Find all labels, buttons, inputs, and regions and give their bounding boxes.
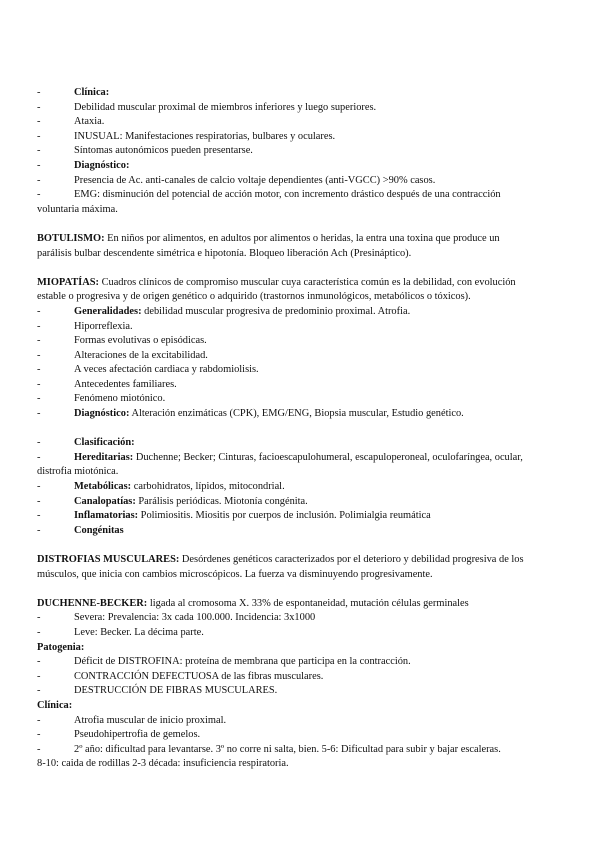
- last-line: 8-10: caida de rodillas 2-3 década: insuficiencia respiratoria.: [37, 758, 289, 770]
- document-content: [37, 86, 563, 772]
- list-item: - A veces afectación cardiaca y rabdomiolisis.: [37, 364, 259, 376]
- list-item: - Atrofia muscular de inicio proximal.: [37, 714, 227, 726]
- list-item: - Generalidades: debilidad muscular progresiva de predominio proximal. Atrofia.: [37, 305, 411, 317]
- list-item: - Presencia de Ac. anti-canales de calcio voltaje dependientes (anti-VGCC) >90% casos.: [37, 174, 436, 186]
- clinica-heading: Clínica:: [74, 87, 110, 98]
- spacer: [37, 582, 563, 597]
- list-item: - Severa: Prevalencia: 3x cada 100.000. Incidencia: 3x1000: [37, 612, 316, 624]
- clasificacion-heading: Clasificación:: [74, 437, 135, 449]
- list-item: - Déficit de DISTROFINA: proteína de membrana que participa en la contracción.: [37, 656, 411, 668]
- list-item: - Canalopatías: Parálisis periódicas. Miotonía congénita.: [37, 495, 308, 507]
- list-item: - Clasificación:: [37, 437, 135, 449]
- botulismo-paragraph: BOTULISMO: En niños por alimentos, en adultos por alimentos o heridas, la entra una toxina que produce un parálisis bulbar descendente simétrica e hipotonía. Bloqueo liberación Ach (Presináptico).: [37, 232, 500, 259]
- list-item: - Hiporreflexia.: [37, 320, 133, 332]
- clinica-heading-duchenne: Clínica:: [37, 699, 73, 711]
- list-item: - Inflamatorias: Polimiositis. Miositis por cuerpos de inclusión. Polimialgia reumática: [37, 510, 431, 522]
- list-item: - Formas evolutivas o episódicas.: [37, 335, 207, 347]
- list-item: - CONTRACCIÓN DEFECTUOSA de las fibras musculares.: [37, 670, 324, 682]
- list-item: - Metabólicas: carbohidratos, lípidos, mitocondrial.: [37, 481, 285, 493]
- list-item: - Síntomas autonómicos pueden presentarse.: [37, 145, 253, 157]
- list-item-hereditarias: - Hereditarias: Duchenne; Becker; Cinturas, facioescapulohumeral, escapuloperoneal, oculofaríngea, ocular, distrofia miotónica.: [37, 451, 523, 478]
- list-item: - Leve: Becker. La décima parte.: [37, 626, 204, 638]
- list-item: - Diagnóstico:: [37, 159, 130, 171]
- spacer: [37, 422, 563, 437]
- miopatias-title: MIOPATÍAS:: [37, 276, 99, 288]
- list-item: - Pseudohipertrofia de gemelos.: [37, 729, 201, 741]
- patogenia-heading: Patogenia:: [37, 641, 85, 653]
- list-item-emg: - EMG: disminución del potencial de acción motor, con incremento drástico después de una contracción voluntaria máxima.: [37, 189, 501, 215]
- list-item: - Congénitas: [37, 524, 124, 536]
- list-item: - 2º año: dificultad para levantarse. 3º no corre ni salta, bien. 5-6: Dificultad para subir y bajar escaleras.: [37, 743, 501, 755]
- list-item: - Alteraciones de la excitabilidad.: [37, 349, 208, 361]
- list-item: - DESTRUCCIÓN DE FIBRAS MUSCULARES.: [37, 685, 278, 697]
- duchenne-title: DUCHENNE-BECKER:: [37, 597, 148, 609]
- list-item: - Diagnóstico: Alteración enzimáticas (CPK), EMG/ENG, Biopsia muscular, Estudio genético.: [37, 408, 464, 420]
- list-item: - INUSUAL: Manifestaciones respiratorias, bulbares y oculares.: [37, 130, 336, 142]
- lems-section: [37, 86, 563, 217]
- distrofias-paragraph: DISTROFIAS MUSCULARES: Desórdenes genéticos caracterizados por el deterioro y debilidad progresiva de los músculos, que inicia con cambios microscópicos. La fuerza va disminuyendo progresivamente.: [37, 554, 524, 580]
- duchenne-paragraph: DUCHENNE-BECKER: ligada al cromosoma X. 33% de espontaneidad, mutación células germinales: [37, 597, 469, 609]
- list-item: - Antecedentes familiares.: [37, 378, 177, 390]
- list-item: - Clínica:: [37, 87, 110, 98]
- miopatias-paragraph: MIOPATÍAS: Cuadros clínicos de compromiso muscular cuya característica común es la debilidad, con evolución estable o progresiva y de origen genético o adquirido (trastornos inmunológicos, metabólicos o tóxicos).: [37, 276, 516, 303]
- diagnostico-heading: Diagnóstico:: [74, 159, 130, 171]
- botulismo-title: BOTULISMO:: [37, 232, 105, 244]
- spacer: [37, 217, 563, 232]
- spacer: [37, 538, 563, 553]
- distrofias-title: DISTROFIAS MUSCULARES:: [37, 554, 180, 565]
- spacer: [37, 261, 563, 276]
- list-item: - Debilidad muscular proximal de miembros inferiores y luego superiores.: [37, 101, 377, 113]
- list-item: - Ataxia.: [37, 116, 105, 128]
- list-item: - Fenómeno miotónico.: [37, 393, 166, 405]
